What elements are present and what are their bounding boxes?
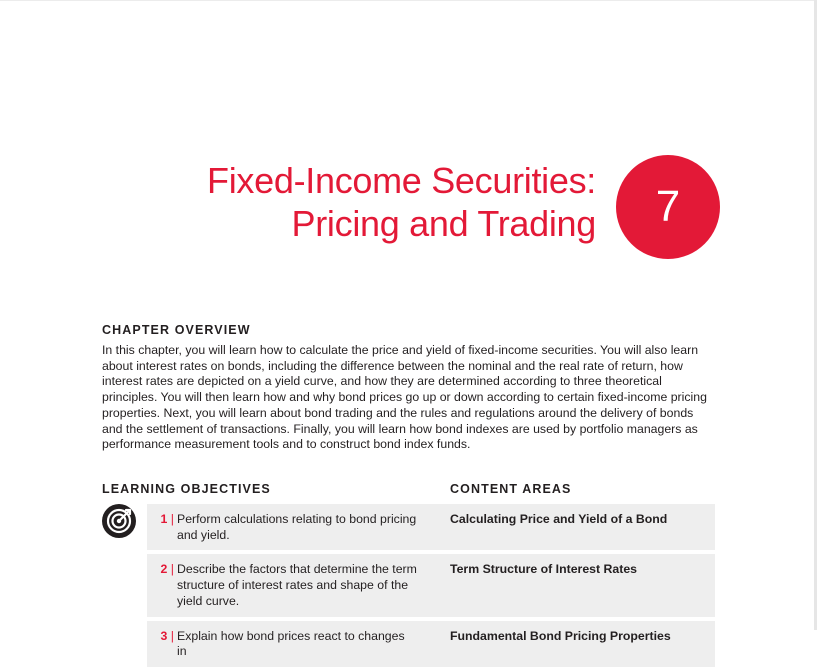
chapter-title xyxy=(207,159,596,245)
chapter-overview-text: In this chapter, you will learn how to calculate the price and yield of fixed-income securities. You will also learn about interest rates on bonds, including the difference between the nominal and the real rate of return, how interest rates are depicted on a yield curve, and how they are determined according to three theoretical principles. You will then learn how and why bond prices go up or down according to certain fixed-income pricing properties. Next, you will learn about bond trading and the rules and regulations around the delivery of bonds and the settlement of transactions. Finally, you will learn how bond indexes are used by portfolio managers as performance measurement tools and to construct bond index funds. xyxy=(102,343,707,452)
page-top-border xyxy=(0,0,817,1)
chapter-title-line-2: Pricing and Trading xyxy=(291,203,596,244)
learning-objectives-table xyxy=(147,504,715,671)
content-areas-heading: CONTENT AREAS xyxy=(450,482,572,496)
content-area: Fundamental Bond Pricing Properties xyxy=(450,628,671,643)
objective-cell xyxy=(147,629,450,660)
objective-cell xyxy=(147,512,450,543)
chapter-title-line-1: Fixed-Income Securities: xyxy=(207,160,596,201)
chapter-number-badge: 7 xyxy=(616,155,720,259)
objective-number: 3 | xyxy=(147,629,174,660)
objective-text: Explain how bond prices react to changes in xyxy=(177,628,405,659)
target-icon xyxy=(102,504,136,538)
objective-row xyxy=(147,504,715,550)
content-area: Calculating Price and Yield of a Bond xyxy=(450,512,668,526)
objective-text: Describe the factors that determine the term structure of interest rates and shape of the yield curve. xyxy=(177,562,417,608)
objective-row xyxy=(147,621,715,667)
content-area: Term Structure of Interest Rates xyxy=(450,562,638,577)
objective-row xyxy=(147,554,715,616)
objective-number: 2 | xyxy=(147,562,174,609)
objective-number: 1 | xyxy=(147,512,174,543)
chapter-overview-heading: CHAPTER OVERVIEW xyxy=(102,323,251,337)
learning-objectives-heading: LEARNING OBJECTIVES xyxy=(102,482,271,496)
objective-cell xyxy=(147,562,450,609)
objective-text: Perform calculations relating to bond pricing and yield. xyxy=(177,512,417,542)
